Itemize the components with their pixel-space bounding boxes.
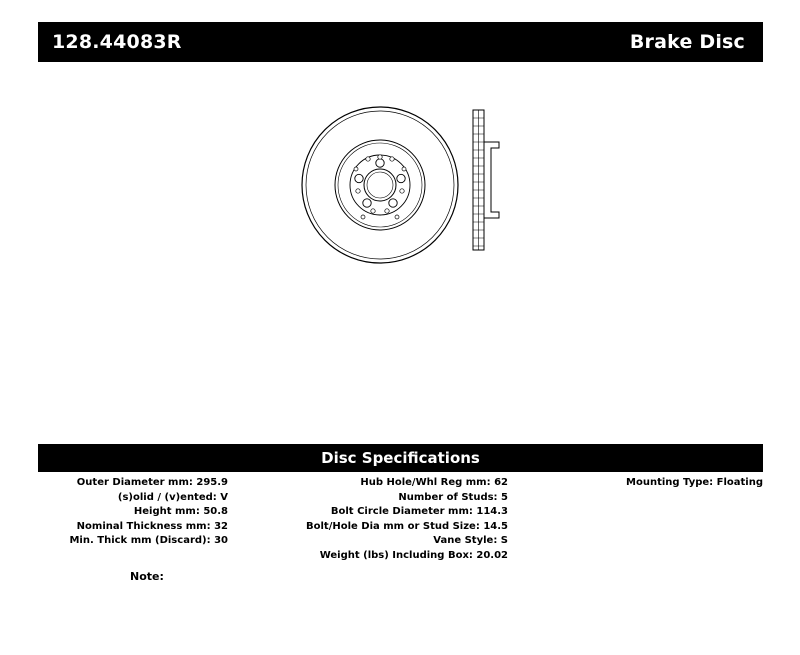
- spec-bolt-hole-dia: Bolt/Hole Dia mm or Stud Size: 14.5: [306, 520, 508, 532]
- spec-mounting-type: Mounting Type: Floating: [626, 477, 763, 488]
- note-label: Note:: [130, 570, 164, 583]
- spec-weight: Weight (lbs) Including Box: 20.02: [319, 549, 508, 561]
- spec-height: Height mm: 50.8: [133, 506, 228, 518]
- product-type-label: Brake Disc: [629, 31, 745, 53]
- spec-column-middle: [248, 476, 508, 564]
- spec-column-right: [538, 476, 763, 491]
- rotor-edge-view: [455, 100, 525, 260]
- spec-solid-vented: (s)olid / (v)ented: V: [117, 491, 228, 503]
- disc-specifications-header: [38, 444, 763, 472]
- spec-hub-hole: Hub Hole/Whl Reg mm: 62: [360, 477, 508, 488]
- spec-nominal-thickness: Nominal Thickness mm: 32: [76, 520, 228, 532]
- part-number: 128.44083R: [52, 31, 182, 53]
- disc-specifications-body: [38, 476, 763, 576]
- spec-bolt-circle-diameter: Bolt Circle Diameter mm: 114.3: [330, 506, 508, 518]
- disc-specifications-title: Disc Specifications: [321, 449, 480, 467]
- spec-column-left: [38, 476, 228, 549]
- spec-number-of-studs: Number of Studs: 5: [398, 491, 508, 503]
- spec-min-thickness: Min. Thick mm (Discard): 30: [69, 535, 228, 547]
- spec-outer-diameter: Outer Diameter mm: 295.9: [76, 477, 228, 488]
- spec-vane-style: Vane Style: S: [433, 535, 508, 547]
- header-bar: [38, 22, 763, 62]
